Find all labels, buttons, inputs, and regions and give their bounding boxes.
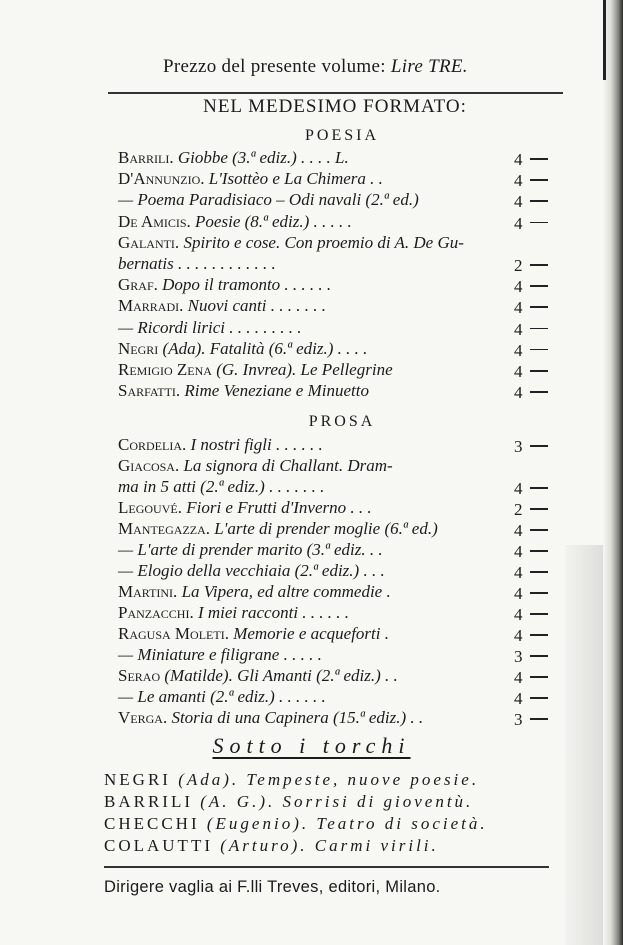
entry-price: 4 xyxy=(514,340,523,360)
entry-author: Barrili. xyxy=(118,148,178,167)
price-dash xyxy=(530,306,548,308)
entry-text xyxy=(118,645,322,665)
catalog-entry xyxy=(118,624,558,646)
entry-title: bernatis . . . . . . . . . . . . xyxy=(118,254,276,273)
catalog-entry xyxy=(118,318,558,340)
entry-price: 4 xyxy=(514,171,523,191)
entry-title: La signora di Challant. Dram- xyxy=(183,456,393,475)
entry-title: — Ricordi lirici . . . . . . . . . xyxy=(118,317,302,337)
entry-title: — Poema Paradisiaco – Odi navali (2.ª ed.) xyxy=(118,190,419,210)
price-dash xyxy=(530,285,548,287)
entry-title: I miei racconti . . . . . . xyxy=(197,603,350,622)
entry-text xyxy=(118,254,276,274)
entry-text xyxy=(118,190,419,210)
entry-text xyxy=(118,275,331,295)
entry-text xyxy=(118,708,423,728)
price-dash xyxy=(530,370,548,372)
entry-text xyxy=(118,233,464,253)
forthcoming-author: COLAUTTI xyxy=(104,836,221,855)
price-dash xyxy=(530,158,548,160)
entry-author: Marradi. xyxy=(118,296,188,316)
catalog-entry xyxy=(118,666,558,688)
forthcoming-author: NEGRI xyxy=(104,770,179,789)
entry-author: Mantegazza. xyxy=(118,519,215,538)
entry-author: Panzacchi. xyxy=(118,603,198,622)
entry-text xyxy=(118,498,372,518)
entry-text xyxy=(118,212,352,232)
catalog-entry xyxy=(118,561,558,583)
entry-price: 4 xyxy=(514,605,523,624)
price-dash xyxy=(530,179,548,181)
entry-text xyxy=(118,169,383,189)
entry-title: Poesie (8.ª ediz.) . . . . . xyxy=(195,211,352,231)
entry-author: Graf. xyxy=(118,275,163,295)
entry-text xyxy=(118,148,349,168)
entry-author: Verga. xyxy=(118,708,172,727)
entry-title: L'arte di prender moglie (6.ª ed.) xyxy=(214,519,438,538)
entry-author: Legouvé. xyxy=(118,498,187,517)
bottom-rule xyxy=(104,866,549,868)
price-dash xyxy=(530,634,548,636)
prosa-heading: PROSA xyxy=(308,413,376,430)
price-dash xyxy=(530,349,548,351)
catalog-entry xyxy=(118,381,558,403)
price-dash xyxy=(530,508,548,510)
catalog-entry xyxy=(118,233,558,255)
entry-author: Serao xyxy=(118,666,165,685)
catalog-entry xyxy=(118,540,558,562)
entry-author: Galanti. xyxy=(118,232,184,252)
price-prefix: Prezzo del presente volume: xyxy=(163,56,386,77)
forthcoming-entry xyxy=(104,814,488,834)
entry-text xyxy=(118,666,398,686)
entry-title: Spirito e cose. Con proemio di A. De Gu- xyxy=(183,232,464,252)
entry-price: 4 xyxy=(514,479,523,498)
entry-text xyxy=(118,381,369,401)
price-dash xyxy=(530,550,548,552)
entry-price: 3 xyxy=(514,710,523,729)
catalog-entry xyxy=(118,339,558,361)
entry-title: (Ada). Fatalità (6.ª ediz.) . . . . xyxy=(162,338,368,358)
entry-price: 4 xyxy=(514,277,523,297)
entry-author: D'Annunzio. xyxy=(118,169,209,189)
price-dash xyxy=(530,592,548,594)
catalog-entry xyxy=(118,190,558,212)
price-dash xyxy=(530,718,548,720)
catalog-entry xyxy=(118,212,558,234)
catalog-entry xyxy=(118,456,558,478)
entry-text xyxy=(118,687,326,707)
entry-title: Nuovi canti . . . . . . . xyxy=(187,296,326,316)
catalog-entry xyxy=(118,519,558,541)
price-dash xyxy=(530,264,548,266)
price-dash xyxy=(530,487,548,489)
entry-text xyxy=(118,582,391,602)
entry-price: 2 xyxy=(514,500,523,519)
forthcoming-title: (Eugenio). Teatro di società. xyxy=(206,814,488,833)
entry-author: Giacosa. xyxy=(118,456,184,475)
entry-price: 2 xyxy=(514,256,523,275)
catalog-entry xyxy=(118,254,558,276)
entry-text xyxy=(118,561,385,581)
price-dash xyxy=(530,655,548,657)
entry-author: De Amicis. xyxy=(118,211,196,231)
entry-title: L'Isottèo e La Chimera . . xyxy=(208,169,383,189)
catalog-entry xyxy=(118,687,558,709)
entry-title: Rime Veneziane e Minuetto xyxy=(184,381,369,401)
entry-title: — Le amanti (2.ª ediz.) . . . . . . xyxy=(118,687,326,706)
entry-price: 4 xyxy=(514,298,523,318)
price-dash xyxy=(530,613,548,615)
forthcoming-author: BARRILI xyxy=(104,792,201,811)
catalog-entry xyxy=(118,582,558,604)
entry-price: 4 xyxy=(514,213,523,233)
forthcoming-entry xyxy=(104,770,479,790)
entry-price: 4 xyxy=(514,668,523,687)
entry-title: (Matilde). Gli Amanti (2.ª ediz.) . . xyxy=(164,666,398,685)
catalog-entry xyxy=(118,169,558,191)
forthcoming-entry xyxy=(104,792,473,812)
entry-title: La Vipera, ed altre commedie . xyxy=(181,582,391,601)
entry-text xyxy=(118,296,326,316)
entry-title: (G. Invrea). Le Pellegrine xyxy=(216,360,393,379)
forthcoming-title: (Ada). Tempeste, nuove poesie. xyxy=(178,770,480,789)
entry-price: 4 xyxy=(514,362,523,381)
catalog-entry xyxy=(118,296,558,318)
forthcoming-entry xyxy=(104,836,439,856)
catalog-entry xyxy=(118,275,558,297)
entry-title: — Miniature e filigrane . . . . . xyxy=(118,645,322,664)
entry-title: ma in 5 atti (2.ª ediz.) . . . . . . . xyxy=(118,477,325,496)
footer-note: Dirigere vaglia ai F.lli Treves, editori, Milano. xyxy=(104,878,441,896)
price-dash xyxy=(530,676,548,678)
entry-title: Fiori e Frutti d'Inverno . . . xyxy=(186,498,372,517)
entry-text xyxy=(118,435,323,455)
entry-price: 3 xyxy=(514,437,523,456)
price-line xyxy=(163,56,468,78)
entry-author: Martini. xyxy=(118,582,182,601)
entry-title: I nostri figli . . . . . . xyxy=(190,435,323,454)
price-dash xyxy=(530,571,548,573)
entry-author: Remigio Zena xyxy=(118,360,217,379)
entry-author: Ragusa Moleti. xyxy=(118,624,234,643)
entry-price: 4 xyxy=(514,192,523,212)
entry-title: Storia di una Capinera (15.ª ediz.) . . xyxy=(171,708,424,727)
entry-title: — L'arte di prender marito (3.ª ediz. . . xyxy=(118,540,383,559)
entry-text xyxy=(118,624,389,644)
entry-text xyxy=(118,360,393,380)
price-dash xyxy=(530,200,548,202)
entry-text xyxy=(118,477,324,497)
entry-title: Memorie e acqueforti . xyxy=(233,624,389,643)
entry-text xyxy=(118,318,302,338)
forthcoming-author: CHECCHI xyxy=(104,814,207,833)
torchi-heading: Sotto i torchi xyxy=(212,733,411,758)
price-dash xyxy=(530,529,548,531)
top-rule xyxy=(108,92,563,94)
price-dash xyxy=(530,222,548,224)
price-dash xyxy=(530,445,548,447)
catalog-entry xyxy=(118,435,558,457)
entry-price: 4 xyxy=(514,542,523,561)
price-amount: Lire TRE. xyxy=(390,56,468,77)
catalog-entry xyxy=(118,148,558,170)
entry-author: Negri xyxy=(118,338,163,358)
entry-title: Giobbe (3.ª ediz.) . . . . L. xyxy=(177,148,349,167)
entry-title: — Elogio della vecchiaia (2.ª ediz.) . . . xyxy=(118,561,385,580)
entry-price: 4 xyxy=(514,521,523,540)
catalog-entry xyxy=(118,603,558,625)
main-heading: NEL MEDESIMO FORMATO: xyxy=(203,96,467,117)
catalog-entry xyxy=(118,708,558,730)
entry-price: 4 xyxy=(514,383,523,403)
binding-shadow xyxy=(603,0,606,80)
price-dash xyxy=(530,328,548,330)
entry-title: Dopo il tramonto . . . . . . xyxy=(162,275,332,295)
entry-price: 3 xyxy=(514,647,523,666)
forthcoming-title: (A. G.). Sorrisi di gioventù. xyxy=(200,792,474,811)
entry-price: 4 xyxy=(514,626,523,645)
forthcoming-title: (Arturo). Carmi virili. xyxy=(220,836,439,855)
entry-text xyxy=(118,519,438,539)
entry-text xyxy=(118,603,349,623)
entry-price: 4 xyxy=(514,563,523,582)
entry-author: Sarfatti. xyxy=(118,381,185,401)
price-dash xyxy=(530,697,548,699)
entry-price: 4 xyxy=(514,319,523,339)
entry-price: 4 xyxy=(514,150,523,169)
entry-price: 4 xyxy=(514,584,523,603)
catalog-entry xyxy=(118,645,558,667)
entry-text xyxy=(118,540,383,560)
poesia-heading: POESIA xyxy=(304,127,379,144)
entry-author: Cordelia. xyxy=(118,435,191,454)
price-dash xyxy=(530,391,548,393)
entry-text xyxy=(118,339,367,359)
entry-price: 4 xyxy=(514,689,523,708)
catalog-entry xyxy=(118,498,558,520)
catalog-entry xyxy=(118,477,558,499)
catalog-entry xyxy=(118,360,558,382)
entry-text xyxy=(118,456,393,476)
